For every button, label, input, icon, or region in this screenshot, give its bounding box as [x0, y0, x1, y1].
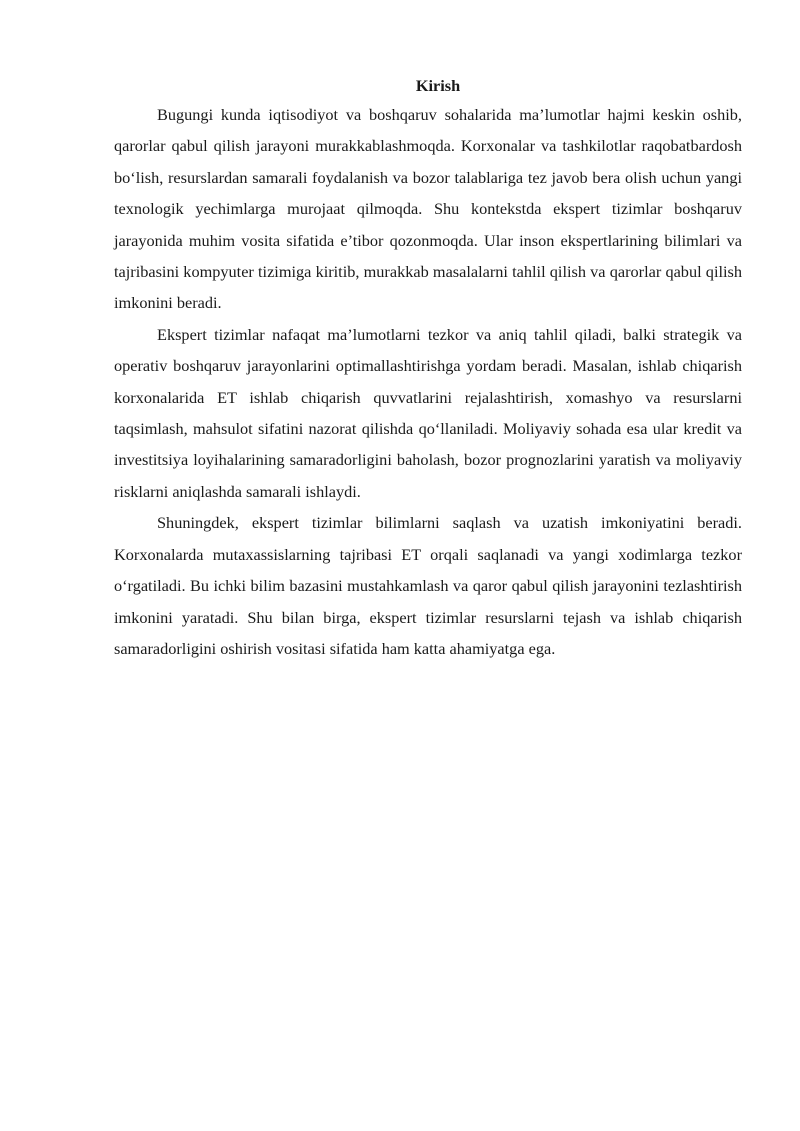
- paragraph-intro: Bugungi kunda iqtisodiyot va boshqaruv sohalarida ma’lumotlar hajmi keskin oshib, qarorlar qabul qilish jarayoni murakkablashmoqda. Korxonalar va tashkilotlar raqobatbardosh bo‘lish, resurslardan samarali foydalanish va bozor talablariga tez javob bera olish uchun yangi texnologik yechimlarga murojaat qilmoqda. Shu kontekstda ekspert tizimlar boshqaruv jarayonida muhim vosita sifatida e’tibor qozonmoqda. Ular inson ekspertlarining bilimlari va tajribasini kompyuter tizimiga kiritib, murakkab masalalarni tahlil qilish va qarorlar qabul qilish imkonini beradi.: [114, 105, 742, 313]
- paragraph-knowledge-storage: Shuningdek, ekspert tizimlar bilimlarni saqlash va uzatish imkoniyatini beradi. Korxonalarda mutaxassislarning tajribasi ET orqali saqlanadi va yangi xodimlarga tezkor o‘rgatiladi. Bu ichki bilim bazasini mustahkamlash va qaror qabul qilish jarayonini tezlashtirish imkonini yaratadi. Shu bilan birga, ekspert tizimlar resurslarni tejash va ishlab chiqarish samaradorligini oshirish vositasi sifatida ham katta ahamiyatga ega.: [114, 513, 742, 658]
- section-title: Kirish: [415, 76, 461, 95]
- paragraph-applications: Ekspert tizimlar nafaqat ma’lumotlarni tezkor va aniq tahlil qiladi, balki strategik va operativ boshqaruv jarayonlarini optimallashtirishga yordam beradi. Masalan, ishlab chiqarish korxonalarida ET ishlab chiqarish quvvatlarini rejalashtirish, xomashyo va resurslarni taqsimlash, mahsulot sifatini nazorat qilishda qo‘llaniladi. Moliyaviy sohada esa ular kredit va investitsiya loyihalarining samaradorligini baholash, bozor prognozlarini yaratish va moliyaviy risklarni aniqlashda samarali ishlaydi.: [114, 324, 742, 501]
- document-body: [114, 76, 742, 664]
